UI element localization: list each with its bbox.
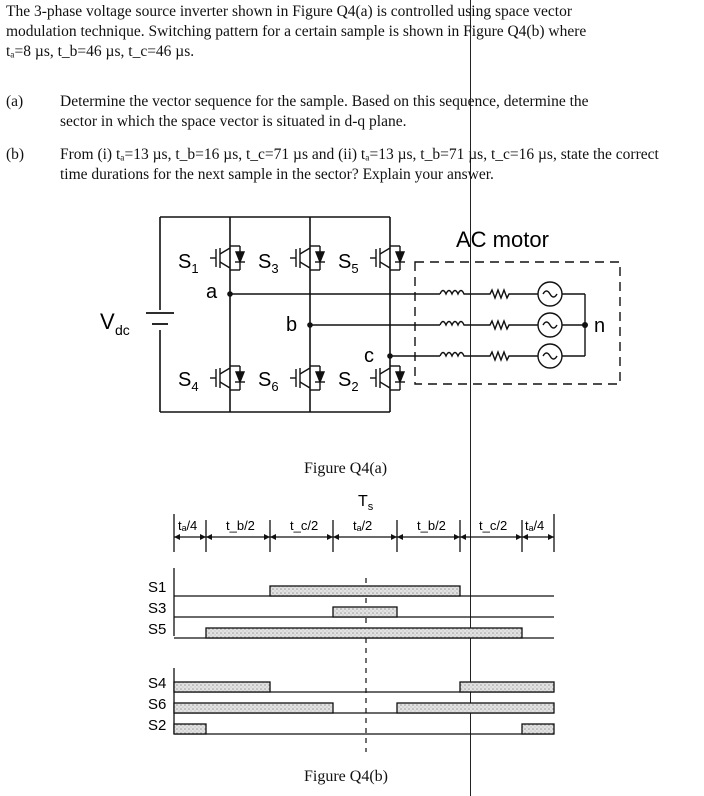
ac-motor-label: AC motor bbox=[456, 227, 549, 252]
pulse-s5 bbox=[206, 628, 522, 638]
intro-line-2: modulation technique. Switching pattern for a certain sample is shown in Figure Q4(b) where bbox=[6, 23, 587, 40]
signal-label-s5: S5 bbox=[148, 621, 167, 638]
pulse-s6-left bbox=[174, 703, 333, 713]
pulse-s4-right bbox=[460, 682, 554, 692]
intro-paragraph bbox=[6, 2, 700, 62]
node-a-label: a bbox=[206, 281, 218, 303]
interval-label-5: t_b/2 bbox=[417, 518, 446, 533]
switch-label-s4: $S_4$ bbox=[178, 369, 199, 394]
interval-label-4: tₐ/2 bbox=[353, 518, 373, 533]
node-b-label: b bbox=[286, 314, 298, 336]
vdc-label: V bbox=[100, 309, 115, 334]
signal-label-s1: S1 bbox=[148, 579, 167, 596]
switch-label-s6: $S_6$ bbox=[258, 369, 279, 394]
pulse-s2-left bbox=[174, 724, 206, 734]
figure-a-caption: Figure Q4(a) bbox=[304, 460, 388, 477]
ts-label: $T_s$ bbox=[358, 493, 374, 513]
switch-label-s5: $S_5$ bbox=[338, 251, 359, 276]
interval-label-1: tₐ/4 bbox=[178, 518, 198, 533]
switching-pattern-diagram bbox=[0, 488, 704, 758]
signal-label-s3: S3 bbox=[148, 600, 167, 617]
signal-label-s4: S4 bbox=[148, 675, 167, 692]
interval-label-3: t_c/2 bbox=[290, 518, 319, 533]
pulse-s4-left bbox=[174, 682, 270, 692]
switch-label-s3: $S_3$ bbox=[258, 251, 279, 276]
question-b-line-1: From (i) tₐ=13 µs, t_b=16 µs, t_c=71 µs and (ii) tₐ=13 µs, t_b=71 µs, t_c=16 µs, state the correct bbox=[60, 146, 659, 163]
intro-line-1: The 3-phase voltage source inverter shown in Figure Q4(a) is controlled using space vector bbox=[6, 3, 573, 20]
inverter-circuit-diagram bbox=[0, 205, 704, 420]
question-a-number: (a) bbox=[6, 93, 24, 110]
vdc-subscript: dc bbox=[115, 322, 130, 338]
signal-label-s2: S2 bbox=[148, 717, 167, 734]
node-c-label: c bbox=[364, 345, 374, 367]
switch-label-s2: $S_2$ bbox=[338, 369, 359, 394]
intro-line-3: tₐ=8 µs, t_b=46 µs, t_c=46 µs. bbox=[6, 43, 195, 60]
question-a-line-2: sector in which the space vector is situated in d-q plane. bbox=[60, 113, 407, 130]
interval-label-2: t_b/2 bbox=[226, 518, 255, 533]
pulse-s2-right bbox=[522, 724, 554, 734]
pulse-s6-right bbox=[397, 703, 554, 713]
switch-label-s1: $S_1$ bbox=[178, 251, 199, 276]
question-a-line-1: Determine the vector sequence for the sample. Based on this sequence, determine the bbox=[60, 93, 589, 110]
question-b-number: (b) bbox=[6, 146, 25, 163]
interval-label-7: tₐ/4 bbox=[525, 518, 545, 533]
interval-label-6: t_c/2 bbox=[479, 518, 508, 533]
signal-label-s6: S6 bbox=[148, 696, 167, 713]
question-b-line-2: time durations for the next sample in the sector? Explain your answer. bbox=[60, 166, 494, 183]
figure-b-caption: Figure Q4(b) bbox=[304, 768, 388, 785]
pulse-s3 bbox=[333, 607, 397, 617]
pulse-s1 bbox=[270, 586, 460, 596]
neutral-n-label: n bbox=[594, 315, 606, 337]
